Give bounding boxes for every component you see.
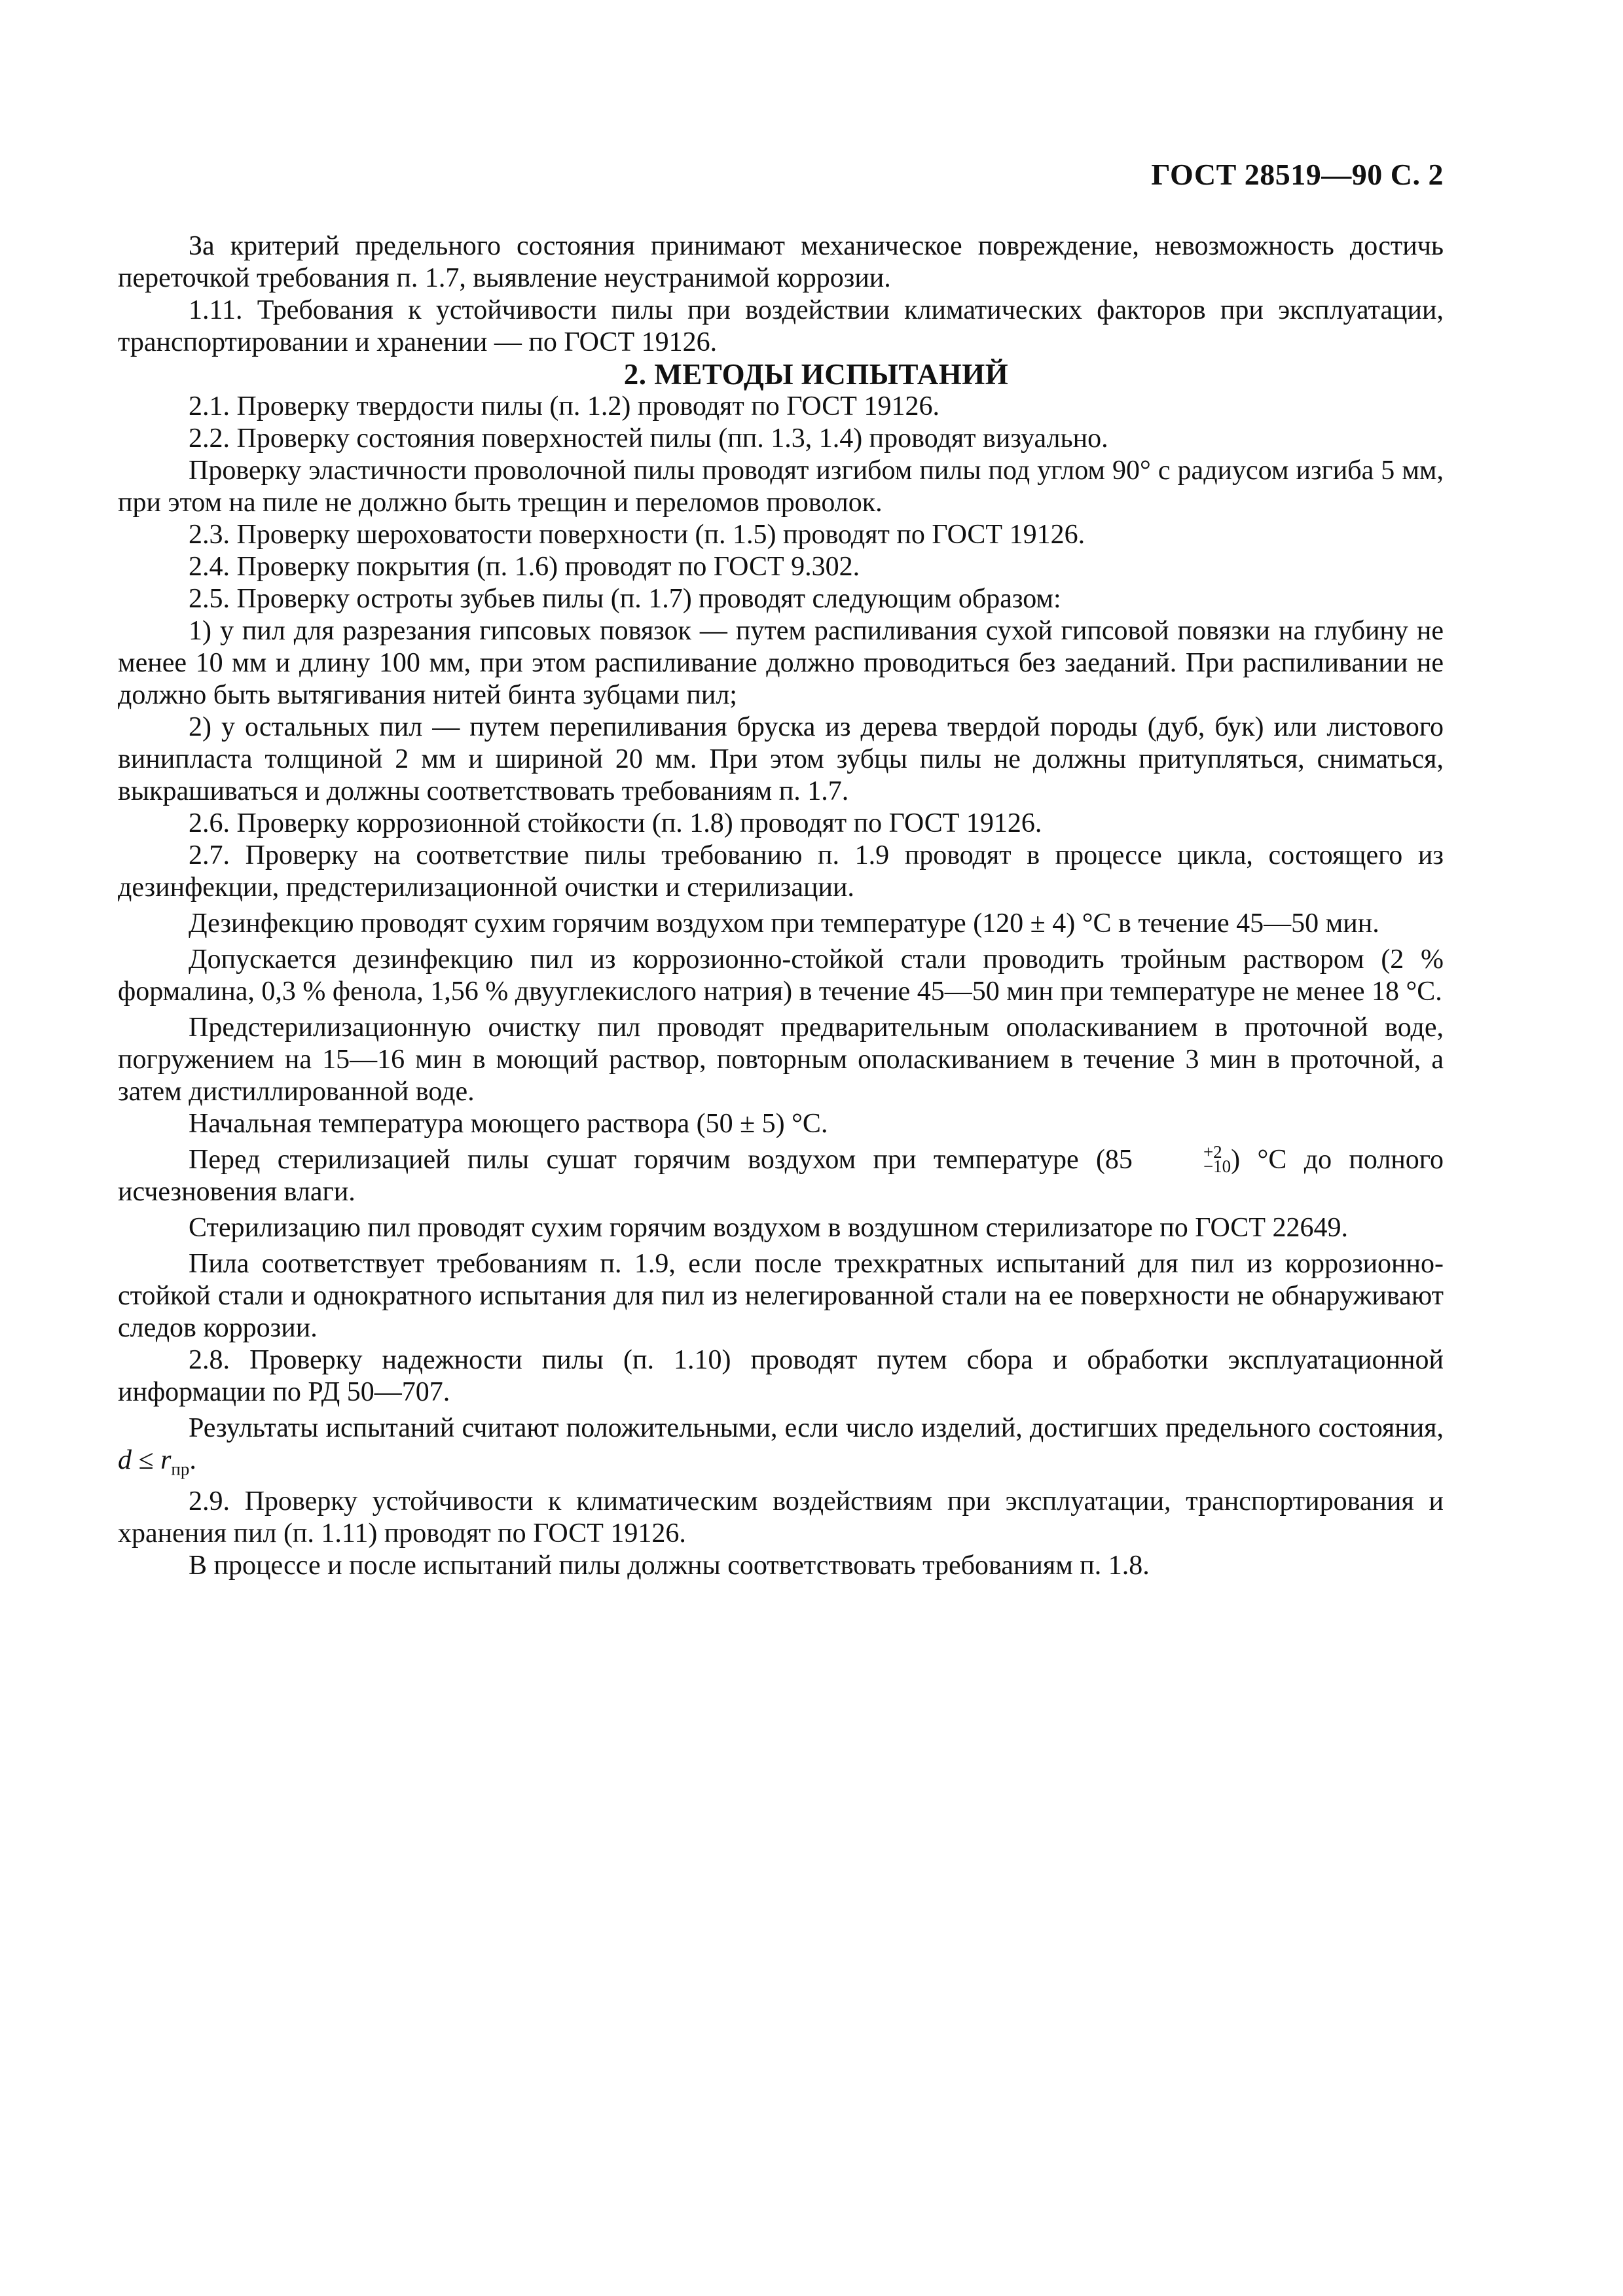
paragraph-2-5-item-2: 2) у остальных пил — путем перепиливания бруска из дерева твердой породы (дуб, бук) или листового винипласта толщиной 2 мм и шириной 20 мм. При этом зубцы пилы не должны притупляться, сниматься, выкрашиваться и должны соответствовать требованиям п. 1.7.: [118, 712, 1444, 806]
formula-d: d: [118, 1445, 132, 1476]
formula-le: ≤: [132, 1445, 161, 1476]
paragraph-elasticity: Проверку эластичности проволочной пилы проводят изгибом пилы под углом 90° с радиусом изгиба 5 мм, при этом на пиле не должно быть трещин и переломов проволок.: [118, 456, 1444, 518]
drying-text-after: ) °С до полного исчезновения влаги.: [118, 1145, 1444, 1208]
paragraph-disinfection: Дезинфекцию проводят сухим горячим воздухом при температуре (120 ± 4) °С в течение 45—50 мин.: [189, 908, 1379, 939]
drying-text-before: Перед стерилизацией пилы сушат горячим воздухом при температуре (85: [189, 1145, 1133, 1175]
paragraph-wash-temperature: Начальная температура моющего раствора (50 ± 5) °С.: [189, 1109, 828, 1139]
paragraph-triple-solution: Допускается дезинфекцию пил из коррозионно-стойкой стали проводить тройным раствором (2 % формалина, 0,3 % фенола, 1,56 % двууглекислого натрия) в течение 45—50 мин при температуре не менее 18 °С.: [118, 944, 1444, 1007]
paragraph-2-7: 2.7. Проверку на соответствие пилы требованию п. 1.9 проводят в процессе цикла, состоящего из дезинфекции, предстерилизационной очистки и стерилизации.: [118, 840, 1444, 903]
formula-r-subscript: пр: [171, 1459, 190, 1479]
paragraph-results: [118, 1412, 1444, 1485]
paragraph-sterilization: Стерилизацию пил проводят сухим горячим воздухом в воздушном стерилизаторе по ГОСТ 22649.: [189, 1213, 1348, 1244]
paragraph-2-6: 2.6. Проверку коррозионной стойкости (п. 1.8) проводят по ГОСТ 19126.: [189, 808, 1042, 838]
formula-r: r: [160, 1445, 172, 1476]
paragraph-2-5: 2.5. Проверку остроты зубьев пилы (п. 1.7) проводят следующим образом:: [189, 584, 1061, 614]
section-title: 2. МЕТОДЫ ИСПЫТАНИЙ: [623, 358, 1009, 391]
paragraph-2-8: 2.8. Проверку надежности пилы (п. 1.10) проводят путем сбора и обработки эксплуатационной информации по РД 50—707.: [118, 1345, 1444, 1408]
document-header: ГОСТ 28519—90 С. 2: [1151, 158, 1444, 191]
paragraph-2-9: 2.9. Проверку устойчивости к климатическим воздействиям при эксплуатации, транспортирования и хранения пил (п. 1.11) проводят по ГОСТ 19126.: [118, 1486, 1444, 1549]
tolerance-minus: −10: [1203, 1157, 1231, 1177]
paragraph-presterilization: Предстерилизационную очистку пил проводят предварительным ополаскиванием в проточной воде, погружением на 15—16 мин в моющий раствор, повторным ополаскиванием в течение 3 мин в проточной, а затем дистиллированной воде.: [118, 1013, 1444, 1107]
tolerance-plus: +2: [1203, 1142, 1222, 1162]
results-text: Результаты испытаний считают положительными, если число изделий, достигших предельного состояния,: [189, 1413, 1444, 1444]
results-text-end: .: [189, 1445, 196, 1476]
document-body: [118, 230, 1444, 1582]
document-page: [118, 0, 1444, 2296]
paragraph-final: В процессе и после испытаний пилы должны соответствовать требованиям п. 1.8.: [189, 1550, 1150, 1581]
paragraph-2-5-item-1: 1) у пил для разрезания гипсовых повязок — путем распиливания сухой гипсовой повязки на глубину не менее 10 мм и длину 100 мм, при этом распиливание должно проводиться без заеданий. При распиливании не должно быть вытягивания нитей бинта зубцами пил;: [118, 616, 1444, 710]
paragraph-1-11: 1.11. Требования к устойчивости пилы при воздействии климатических факторов при эксплуатации, транспортировании и хранении — по ГОСТ 19126.: [118, 295, 1444, 357]
paragraph-2-3: 2.3. Проверку шероховатости поверхности (п. 1.5) проводят по ГОСТ 19126.: [189, 520, 1085, 550]
paragraph-limit-state: За критерий предельного состояния принимают механическое повреждение, невозможность достичь переточкой требования п. 1.7, выявление неустранимой коррозии.: [118, 231, 1444, 293]
paragraph-2-2: 2.2. Проверку состояния поверхностей пилы (пп. 1.3, 1.4) проводят визуально.: [189, 423, 1108, 454]
paragraph-2-1: 2.1. Проверку твердости пилы (п. 1.2) проводят по ГОСТ 19126.: [189, 391, 939, 422]
paragraph-compliance: Пила соответствует требованиям п. 1.9, если после трехкратных испытаний для пил из коррозионно-стойкой стали и однократного испытания для пил из нелегированной стали на ее поверхности не обнаруживают следов коррозии.: [118, 1249, 1444, 1344]
paragraph-2-4: 2.4. Проверку покрытия (п. 1.6) проводят по ГОСТ 9.302.: [189, 552, 860, 582]
paragraph-drying: [118, 1144, 1444, 1208]
temperature-tolerance: [1133, 1142, 1231, 1177]
